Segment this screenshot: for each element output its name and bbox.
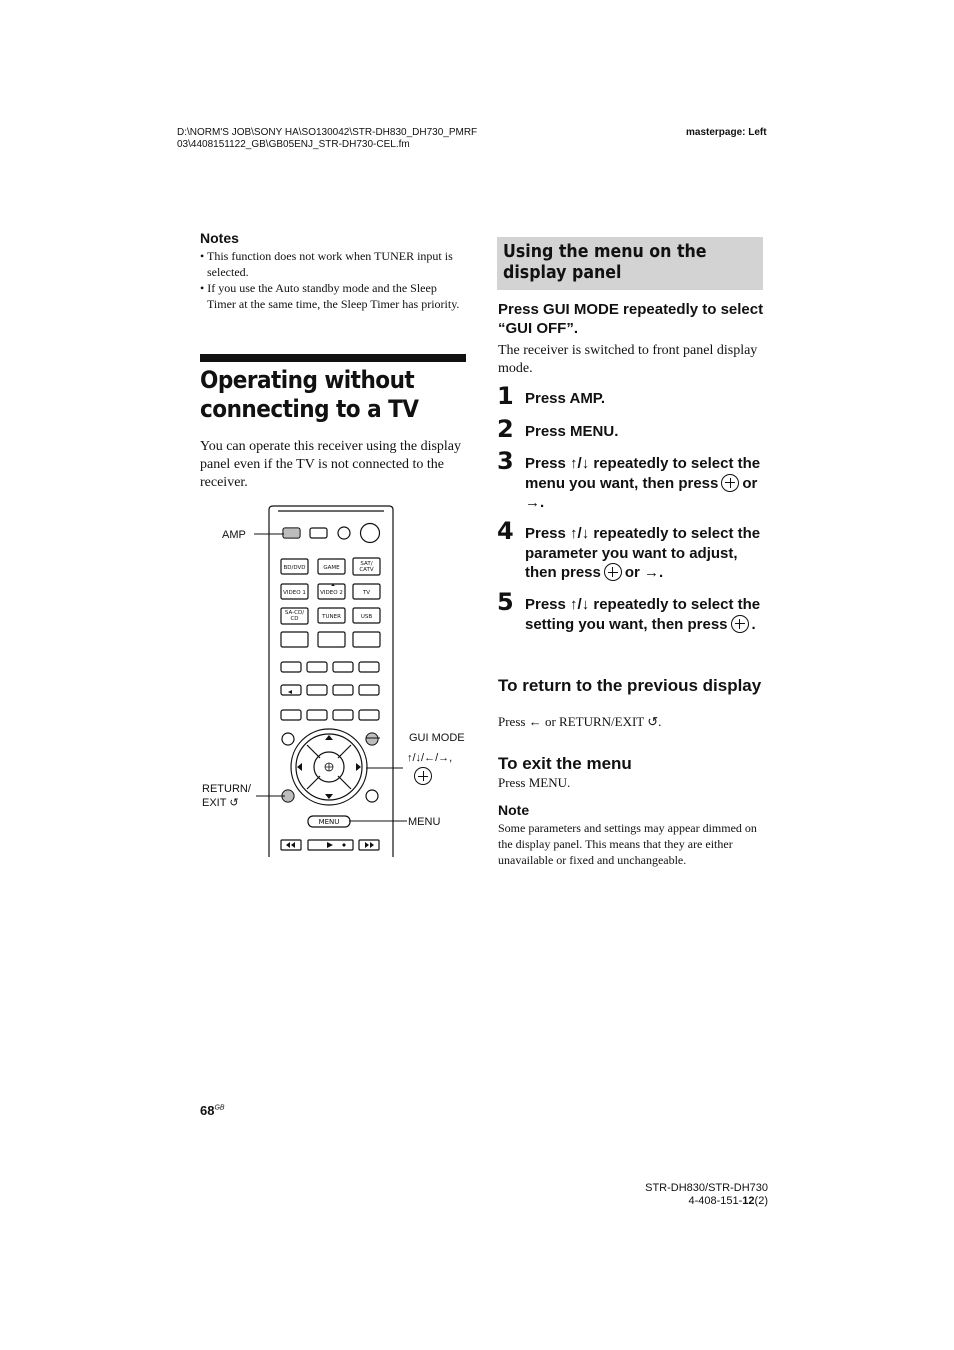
- remote-btn-video1: VIDEO 1: [283, 590, 306, 596]
- remote-btn-menu: MENU: [318, 818, 340, 826]
- exit-heading: To exit the menu: [498, 754, 632, 773]
- note-item: • This function does not work when TUNER input is selected.: [200, 248, 468, 280]
- step-text-b: or →.: [624, 564, 664, 581]
- gui-mode-description: The receiver is switched to front panel display mode.: [498, 343, 758, 376]
- section-rule: [200, 354, 466, 362]
- step-number: 1: [497, 382, 514, 410]
- masterpage-label: masterpage: Left: [686, 127, 767, 138]
- model-line-1: STR-DH830/STR-DH730: [645, 1182, 768, 1194]
- page-number: $68^{GB}$: [200, 1103, 225, 1118]
- callout-amp: AMP: [222, 529, 246, 541]
- note-body: Some parameters and settings may appear dimmed on the display panel. This means that they are either unavailable or fixed and unchangeable.: [498, 821, 757, 867]
- step-text: [525, 454, 765, 513]
- enter-circle-icon: [731, 615, 749, 633]
- step-number: 4: [497, 517, 514, 545]
- return-icon: ↺: [229, 797, 239, 809]
- remote-btn-sat: SAT/: [360, 561, 373, 567]
- remote-btn-usb: USB: [360, 614, 373, 620]
- enter-circle-icon: [604, 563, 622, 581]
- remote-btn-bd-dvd: BD/DVD: [283, 565, 306, 571]
- callout-menu: MENU: [408, 816, 441, 828]
- step-number: 3: [497, 447, 514, 475]
- callout-return-line2: EXIT: [202, 797, 227, 809]
- step-number: 5: [497, 588, 514, 616]
- callout-return-exit: [202, 782, 251, 810]
- model-line-2: 4-408-151-12(2): [688, 1195, 768, 1207]
- step-text-a: Press ↑/↓ repeatedly to select the setting you want, then press: [525, 596, 761, 633]
- exit-body: Press MENU.: [498, 775, 571, 790]
- step-text-a: Press ↑/↓ repeatedly to select the parameter you want to adjust, then press: [525, 525, 761, 581]
- step-number: 2: [497, 415, 514, 443]
- step-text-b: or →.: [525, 474, 758, 511]
- remote-btn-game: GAME: [323, 565, 340, 571]
- intro-paragraph: You can operate this receiver using the display panel even if the TV is not connected to the receiver.: [200, 439, 462, 490]
- callout-return-line1: RETURN/: [202, 783, 251, 795]
- step-text: [525, 524, 765, 583]
- callout-lines: [200, 525, 420, 825]
- notes-list: [200, 248, 468, 312]
- callout-plus-circle-icon: [411, 767, 435, 786]
- return-icon: ↺: [647, 714, 659, 729]
- callout-gui-mode: GUI MODE: [409, 732, 465, 744]
- remote-btn-cd: CD: [290, 616, 299, 622]
- model-number: [642, 1182, 768, 1208]
- notes-heading: Notes: [200, 230, 239, 246]
- step-text: Press MENU.: [525, 423, 619, 440]
- file-path-line-1: D:\NORM'S JOB\SONY HA\SO130042\STR-DH830_DH730_PMRF: [177, 127, 478, 138]
- remote-btn-sacd: SA-CD/: [284, 610, 305, 616]
- remote-btn-tuner: TUNER: [322, 614, 341, 620]
- remote-btn-video2: VIDEO 2: [320, 590, 343, 596]
- note-item: • If you use the Auto standby mode and the Sleep Timer at the same time, the Sleep Timer has priority.: [200, 280, 468, 312]
- file-path-header: [177, 127, 477, 151]
- note-heading: Note: [498, 802, 530, 818]
- return-heading: To return to the previous display: [498, 676, 762, 695]
- step-text-a: Press ↑/↓ repeatedly to select the menu you want, then press: [525, 455, 761, 492]
- step-text: [525, 595, 765, 634]
- return-body: Press ← or RETURN/EXIT ↺.: [498, 714, 662, 729]
- section-heading: Using the menu on the display panel: [503, 241, 707, 283]
- section-title: Operating without connecting to a TV: [200, 366, 419, 423]
- enter-circle-icon: [721, 474, 739, 492]
- callout-arrows: ↑/↓/←/→,: [407, 752, 453, 764]
- file-path-line-2: 03\4408151122_GB\GB05ENJ_STR-DH730-CEL.fm: [177, 139, 410, 150]
- step-text: Press AMP.: [525, 390, 606, 407]
- remote-btn-catv: CATV: [359, 567, 374, 573]
- step-text-b: .: [751, 615, 756, 633]
- gui-mode-instruction: Press GUI MODE repeatedly to select “GUI OFF”.: [498, 301, 764, 337]
- remote-btn-tv: TV: [362, 590, 371, 596]
